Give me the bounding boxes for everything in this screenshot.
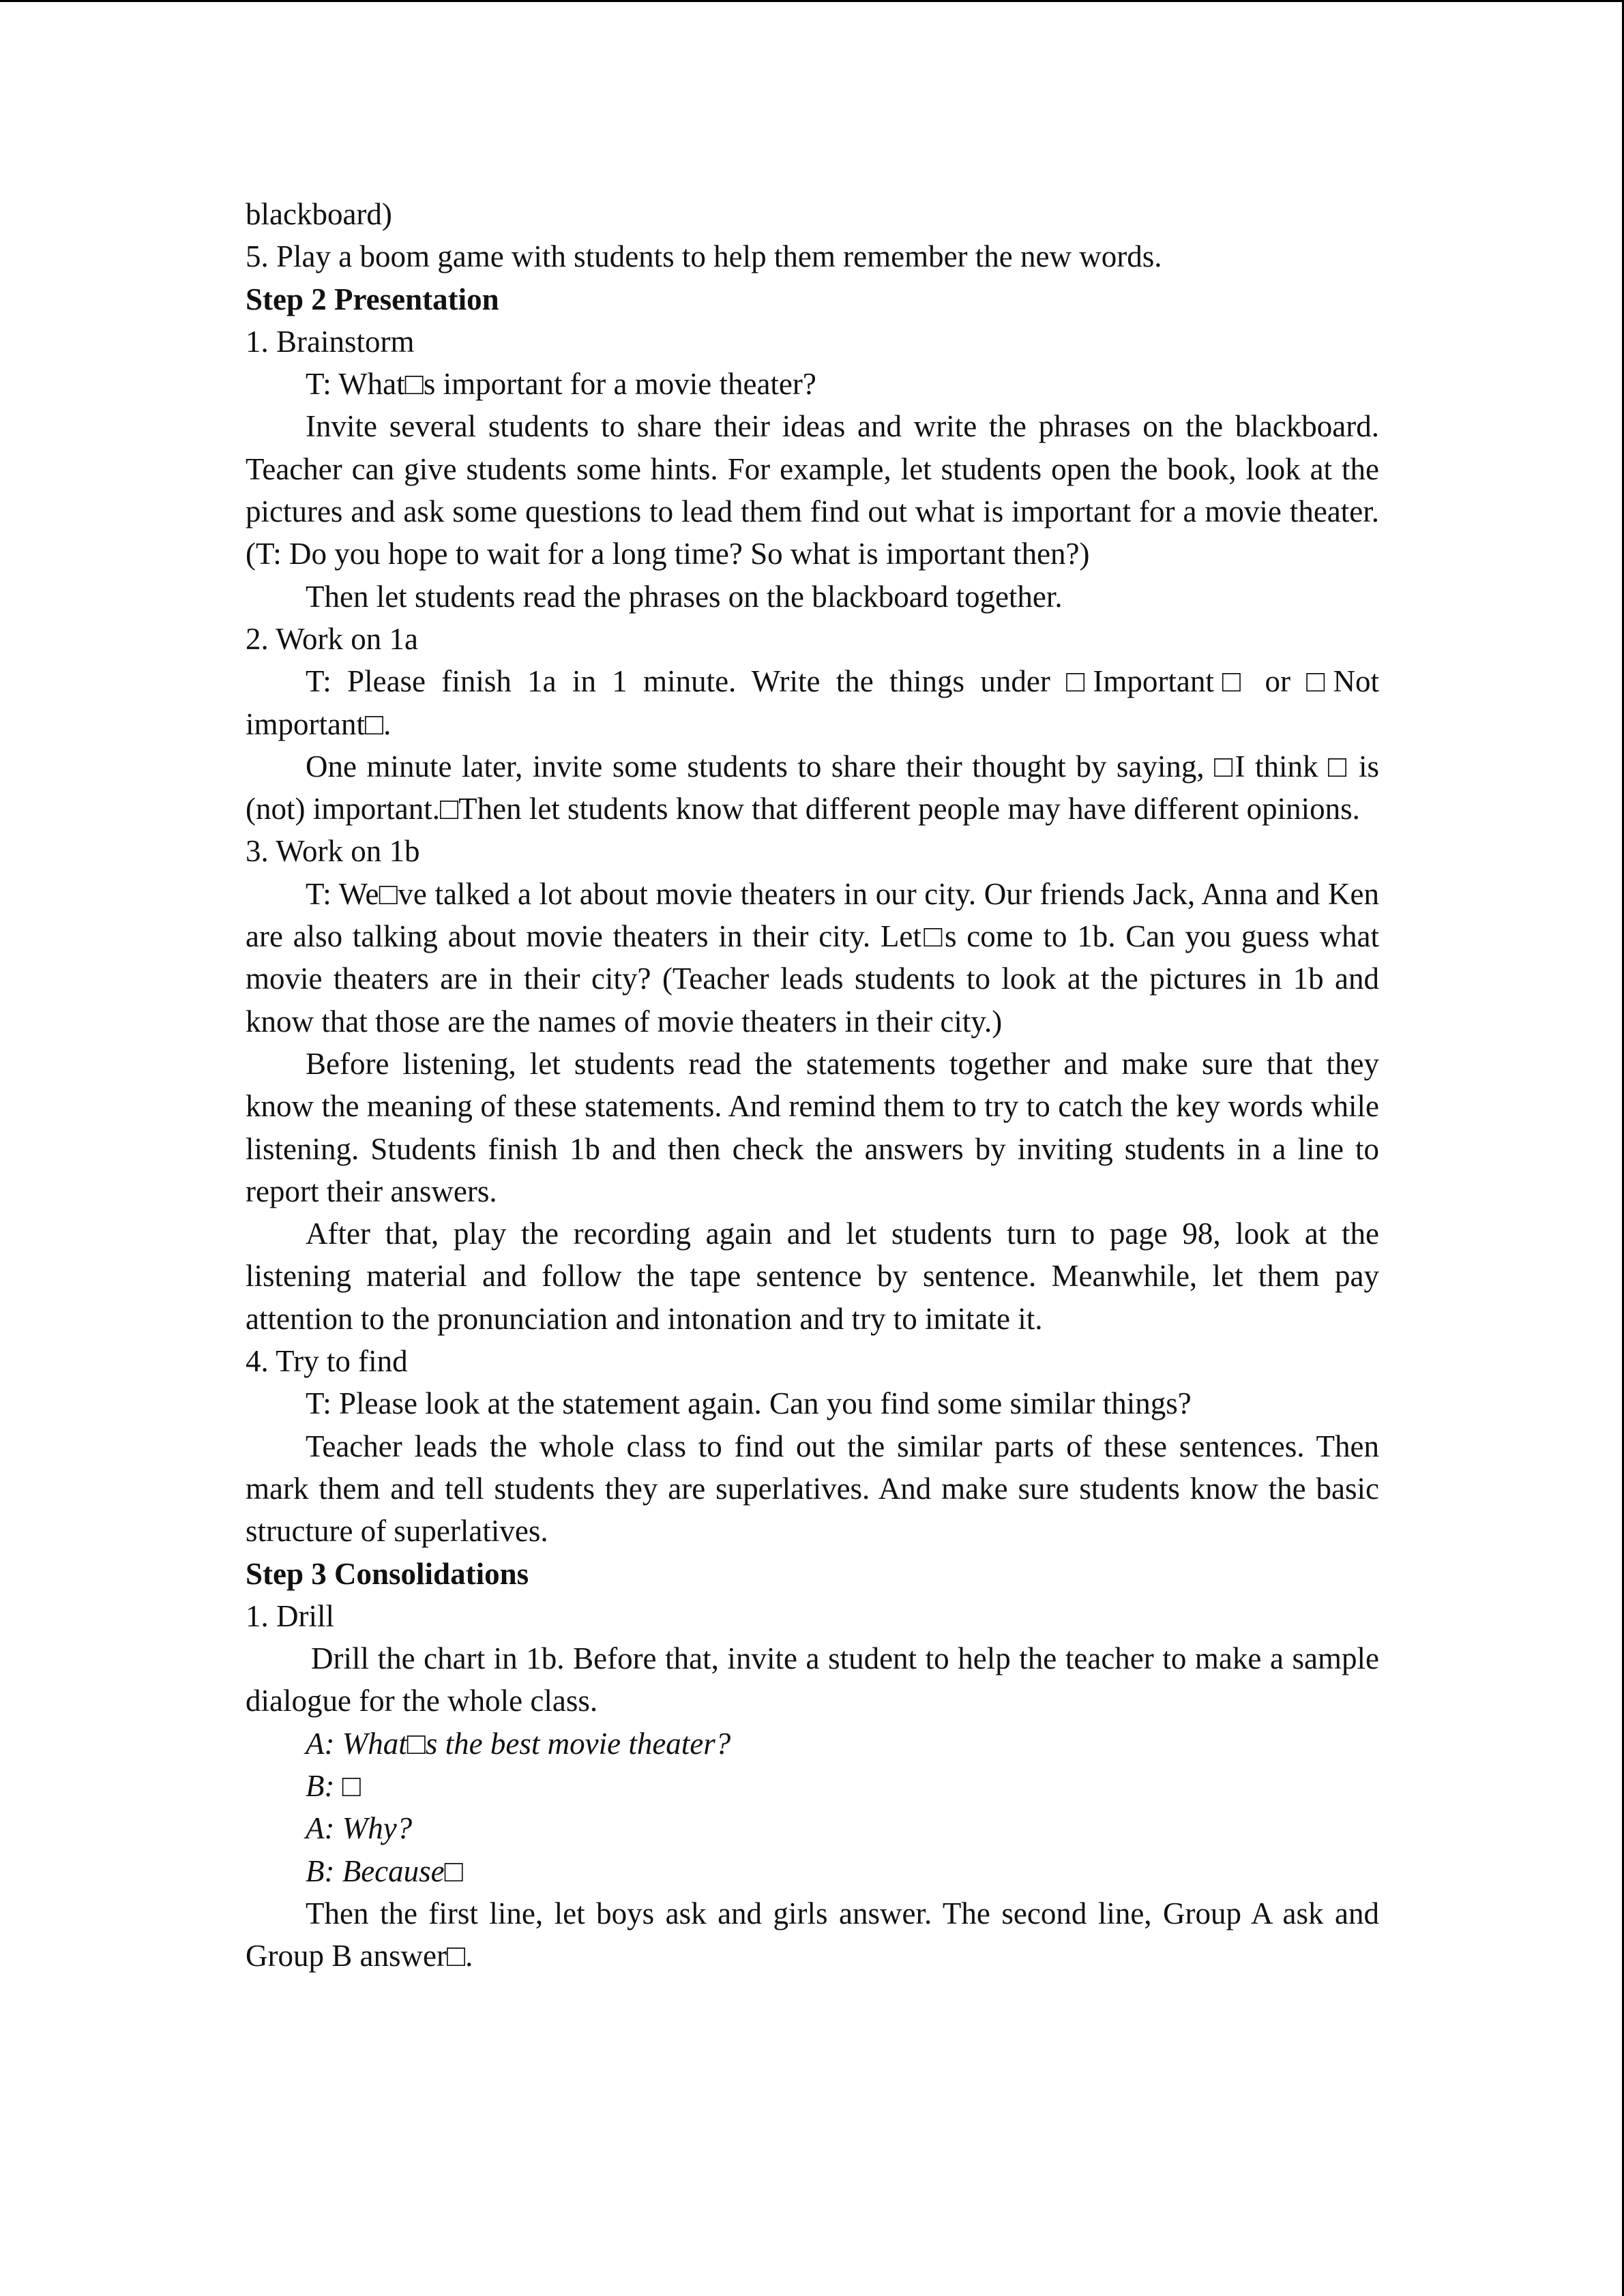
paragraph-after-that: After that, play the recording again and let students turn to page 98, look at the listening material and follow the tape sentence by sentence. Meanwhile, let them pay attention to the pronunciation and intonation and try to imitate it. [246,1217,1379,1336]
page-top-border [0,0,1624,2]
section-heading-step-3: Step 3 Consolidations [246,1556,529,1591]
paragraph-superlatives: Teacher leads the whole class to find out the similar parts of these sentences. Then mark them and tell students they are superlatives. And make sure students know the basic structure of superlatives. [246,1429,1379,1549]
document-body [246,193,1379,1977]
paragraph-invite-students: Invite several students to share their ideas and write the phrases on the blackboard. Teacher can give students some hints. For example, let students open the book, look at the pictures and ask some questions to lead them find out what is important for a movie theater. (T: Do you hope to wait for a long time? So what is important then?) [246,409,1379,571]
subheading-drill: 1. Drill [246,1598,334,1633]
list-item-play-boom-game: 5. Play a boom game with students to help them remember the new words. [246,239,1162,274]
dialogue-line-b2: B: Because□ [306,1853,463,1888]
dialogue-line-a1: A: What□s the best movie theater? [306,1726,731,1761]
paragraph-one-minute-later: One minute later, invite some students to share their thought by saying, □I think □ is (not) important.□Then let students know that different people may have different opinions. [246,749,1379,826]
dialogue-line-a2: A: Why? [306,1811,413,1846]
paragraph-read-phrases: Then let students read the phrases on the blackboard together. [306,579,1063,614]
paragraph-finish-1a: T: Please finish 1a in 1 minute. Write the things under □Important□ or □Not important□. [246,664,1379,741]
teacher-question-statement: T: Please look at the statement again. Can you find some similar things? [306,1386,1192,1421]
subheading-work-on-1a: 2. Work on 1a [246,621,419,656]
teacher-question: T: What□s important for a movie theater? [306,367,816,402]
text-line: blackboard) [246,197,392,231]
paragraph-boys-girls: Then the first line, let boys ask and girls answer. The second line, Group A ask and Group B answer□. [246,1896,1379,1973]
section-heading-step-2: Step 2 Presentation [246,282,499,316]
paragraph-drill-chart: Drill the chart in 1b. Before that, invite a student to help the teacher to make a sample dialogue for the whole class. [246,1641,1379,1718]
subheading-work-on-1b: 3. Work on 1b [246,834,420,869]
paragraph-before-listening: Before listening, let students read the statements together and make sure that they know the meaning of these statements. And remind them to try to catch the key words while listening. Students finish 1b and then check the answers by inviting students in a line to report their answers. [246,1046,1379,1208]
subheading-try-to-find: 4. Try to find [246,1344,408,1379]
subheading-brainstorm: 1. Brainstorm [246,324,415,359]
dialogue-line-b1: B: □ [306,1768,361,1803]
paragraph-talked-movie-theaters: T: We□ve talked a lot about movie theaters in our city. Our friends Jack, Anna and Ken are also talking about movie theaters in their city. Let□s come to 1b. Can you guess what movie theaters are in their city? (Teacher leads students to look at the pictures in 1b and know that those are the names of movie theaters in their city.) [246,876,1379,1039]
